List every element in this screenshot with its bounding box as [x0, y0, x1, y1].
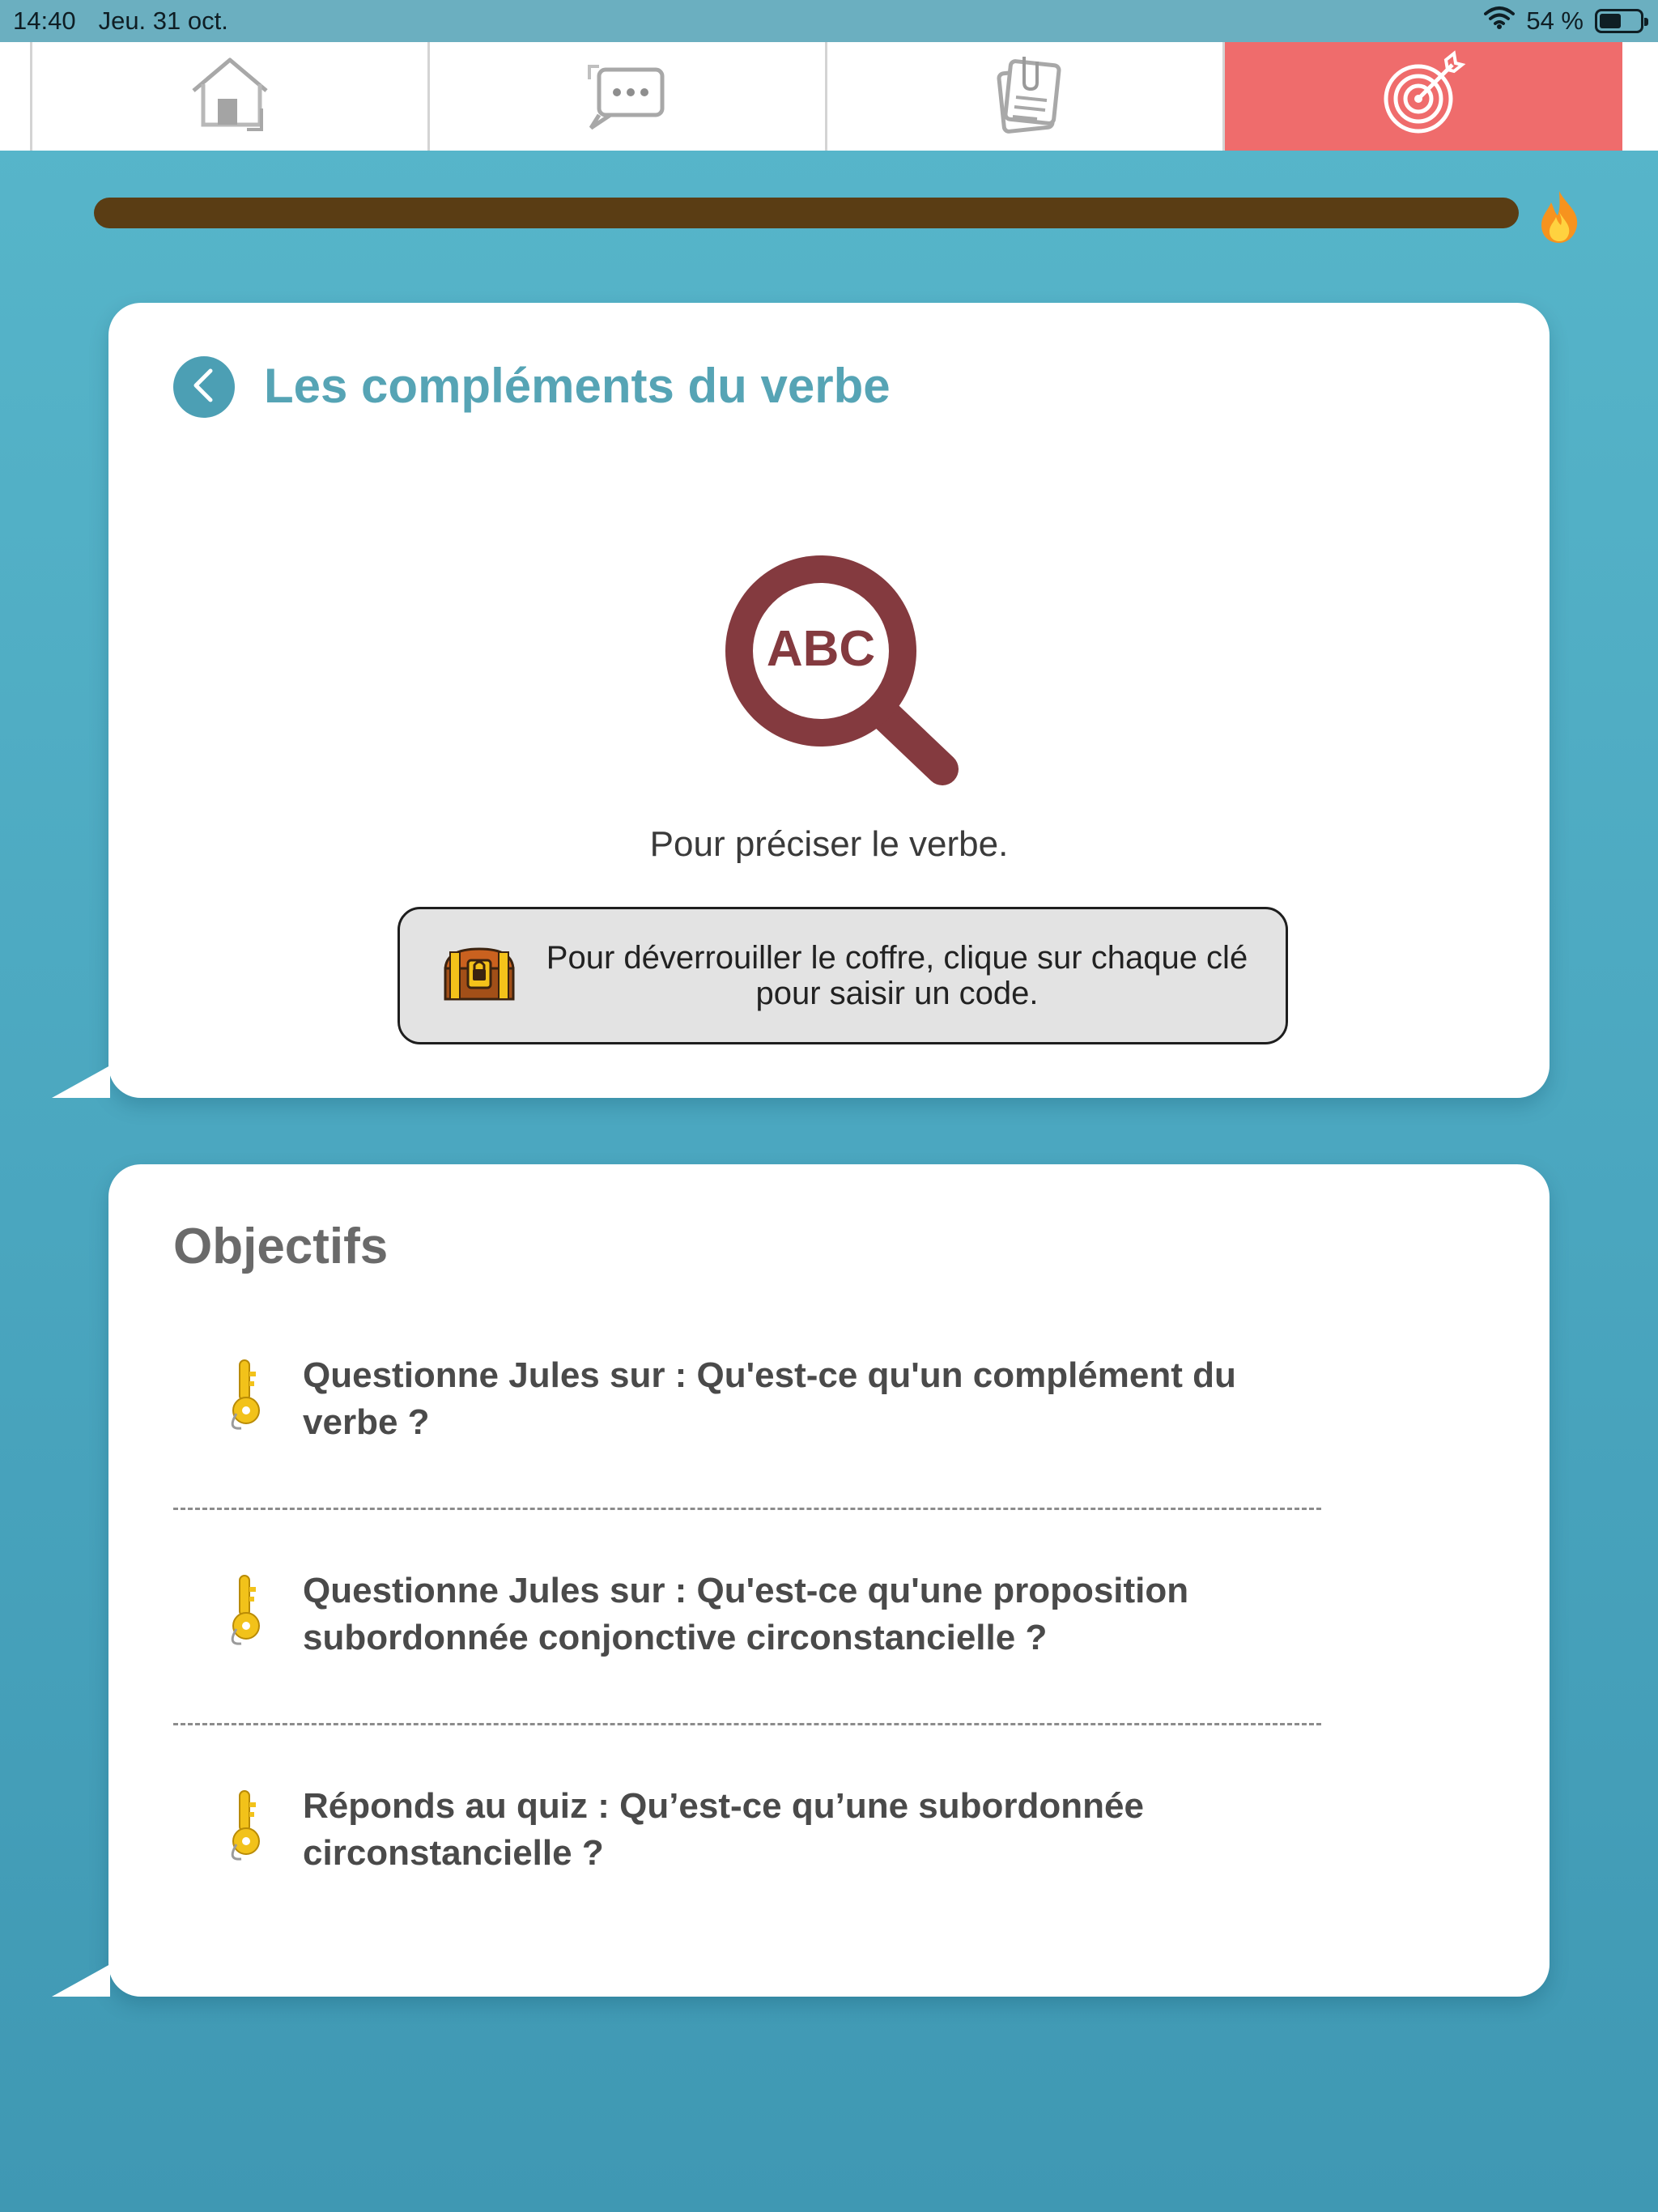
- tab-chat[interactable]: [430, 42, 827, 151]
- card-tail: [52, 1066, 110, 1098]
- key-icon: [222, 1786, 267, 1868]
- treasure-chest-icon: [442, 946, 517, 1006]
- magnifier-label: ABC: [766, 621, 876, 677]
- key-icon: [222, 1571, 267, 1653]
- wifi-icon: [1484, 6, 1515, 36]
- objective-text: Réponds au quiz : Qu’est-ce qu’une subordonnée circonstancielle ?: [303, 1786, 1144, 1873]
- chevron-left-icon: [188, 366, 220, 409]
- key-icon: [222, 1355, 267, 1437]
- objective-text: Questionne Jules sur : Qu'est-ce qu'une proposition subordonnée conjonctive circonstancielle ?: [303, 1571, 1189, 1657]
- tab-objectives[interactable]: [1225, 42, 1622, 151]
- unlock-info-text: Pour déverrouiller le coffre, clique sur chaque clé pour saisir un code.: [546, 940, 1248, 1011]
- status-time: 14:40: [13, 6, 76, 35]
- chat-icon: [583, 50, 672, 143]
- tab-home[interactable]: [32, 42, 430, 151]
- progress-fill: [94, 198, 1519, 228]
- magnifier-abc-icon: [683, 505, 975, 801]
- lesson-card: [108, 303, 1550, 1098]
- objective-divider: [173, 1723, 1321, 1725]
- progress-bar: [94, 198, 1519, 228]
- home-icon: [185, 50, 274, 143]
- battery-percentage: 54 %: [1526, 6, 1584, 35]
- objective-divider: [173, 1508, 1321, 1510]
- objectives-title: Objectifs: [173, 1219, 389, 1274]
- lesson-title: Les compléments du verbe: [264, 359, 891, 413]
- unlock-info-box: [397, 907, 1288, 1044]
- battery-icon: [1595, 9, 1643, 33]
- objective-item[interactable]: [222, 1568, 1355, 1661]
- lesson-subtitle: Pour préciser le verbe.: [649, 824, 1009, 864]
- battery-level: [1600, 14, 1621, 28]
- tab-bar: [0, 42, 1658, 151]
- status-date: Jeu. 31 oct.: [98, 6, 228, 35]
- objective-item[interactable]: [222, 1783, 1355, 1877]
- card-tail: [52, 1964, 110, 1997]
- tab-notes[interactable]: [827, 42, 1225, 151]
- tab-bar-edge-right: [1622, 42, 1658, 151]
- objective-item[interactable]: [222, 1352, 1355, 1446]
- back-button[interactable]: [173, 356, 235, 418]
- notes-icon: [980, 50, 1069, 143]
- status-right: [1484, 0, 1643, 42]
- status-bar: [0, 0, 1658, 42]
- target-icon: [1378, 50, 1467, 143]
- objectives-card: [108, 1164, 1550, 1997]
- flame-icon: [1535, 188, 1584, 249]
- tab-bar-edge-left: [0, 42, 32, 151]
- objective-text: Questionne Jules sur : Qu'est-ce qu'un complément du verbe ?: [303, 1355, 1236, 1442]
